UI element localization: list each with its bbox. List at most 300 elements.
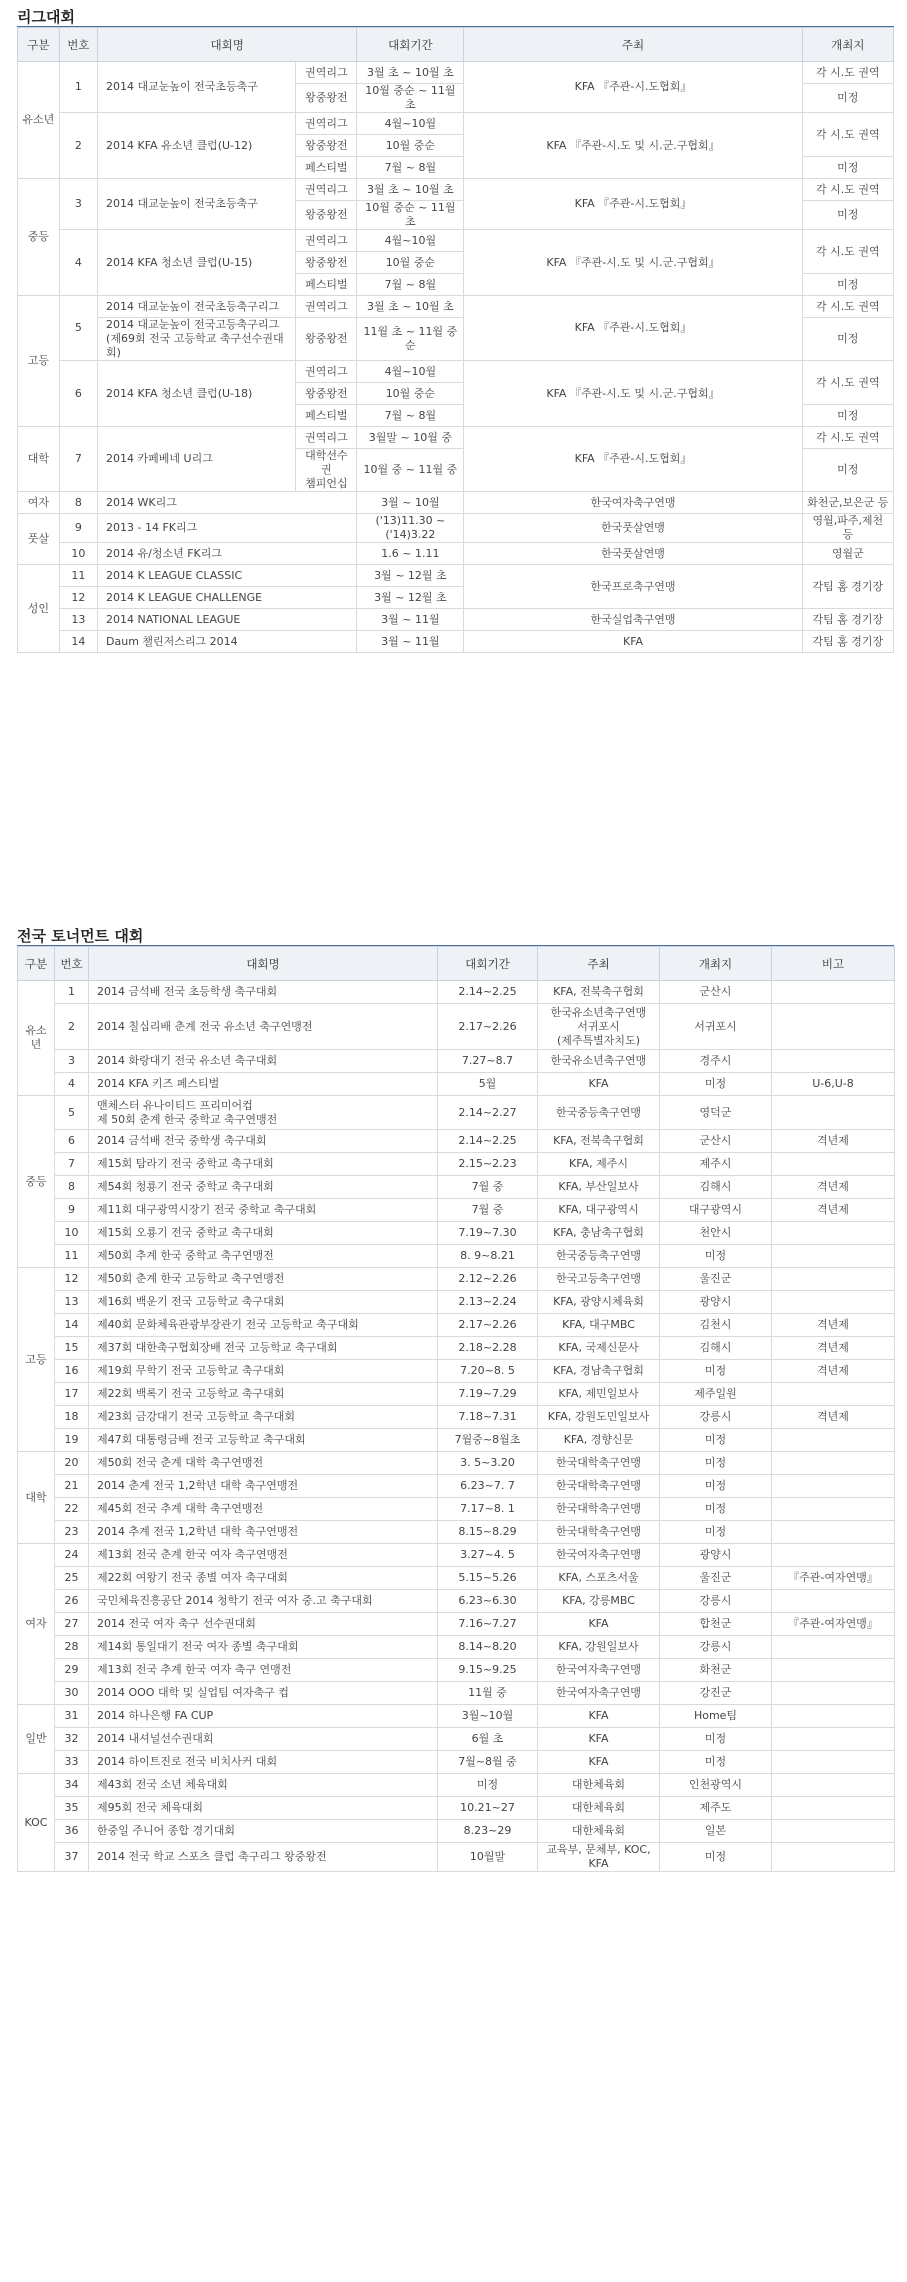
note-cell (772, 1153, 895, 1176)
venue-cell: 울진군 (660, 1268, 772, 1291)
period-cell: 3월 초 ~ 10월 초 (357, 296, 464, 318)
period-cell: 7월중~8월초 (438, 1429, 538, 1452)
table-row (18, 1268, 895, 1291)
host-cell: 한국유소년축구연맹 서귀포시 (제주특별자치도) (538, 1004, 660, 1050)
venue-cell: 각팀 홈 경기장 (802, 565, 893, 609)
period-cell: 5.15~5.26 (438, 1567, 538, 1590)
row-number: 7 (55, 1153, 89, 1176)
venue-cell: 영월,파주,제천 등 (802, 514, 893, 543)
tournament-header: 대회명 (89, 947, 438, 981)
note-cell (772, 1004, 895, 1050)
group-label: KOC (18, 1774, 55, 1872)
period-cell: 7.19~7.30 (438, 1222, 538, 1245)
tournament-header: 비고 (772, 947, 895, 981)
competition-name: 제13회 전국 춘계 한국 여자 축구연맹전 (89, 1544, 438, 1567)
stage-label: 권역리그 (296, 361, 357, 383)
competition-name: 2014 하이트진로 전국 비치사커 대회 (89, 1751, 438, 1774)
table-row (18, 1751, 895, 1774)
tournament-header: 구분 (18, 947, 55, 981)
venue-cell: 제주도 (660, 1797, 772, 1820)
venue-cell: 미정 (802, 157, 893, 179)
stage-label: 왕중왕전 (296, 201, 357, 230)
table-row (18, 1797, 895, 1820)
stage-label: 왕중왕전 (296, 318, 357, 361)
stage-label: 권역리그 (296, 62, 357, 84)
period-cell: 5월 (438, 1073, 538, 1096)
venue-cell: 미정 (802, 318, 893, 361)
period-cell: 6.23~6.30 (438, 1590, 538, 1613)
tournament-section-title: 전국 토너먼트 대회 (17, 927, 144, 945)
competition-name: 2014 칠십리배 춘계 전국 유소년 축구연맹전 (89, 1004, 438, 1050)
period-cell: 7월 ~ 8월 (357, 405, 464, 427)
venue-cell: 김천시 (660, 1314, 772, 1337)
venue-cell: 울진군 (660, 1567, 772, 1590)
note-cell (772, 1774, 895, 1797)
venue-cell: 미정 (660, 1475, 772, 1498)
period-cell: 3월 초 ~ 10월 초 (357, 179, 464, 201)
period-cell: 7월 ~ 8월 (357, 274, 464, 296)
table-row (18, 1843, 895, 1872)
period-cell: 3월 ~ 12월 초 (357, 587, 464, 609)
note-cell (772, 981, 895, 1004)
period-cell: 6월 초 (438, 1728, 538, 1751)
group-label: 대학 (18, 1452, 55, 1544)
row-number: 16 (55, 1360, 89, 1383)
group-label: 여자 (18, 1544, 55, 1705)
note-cell (772, 1659, 895, 1682)
venue-cell: 강진군 (660, 1682, 772, 1705)
period-cell: 미정 (438, 1774, 538, 1797)
host-cell: 한국프로축구연맹 (464, 565, 802, 609)
competition-name: 제19회 무학기 전국 고등학교 축구대회 (89, 1360, 438, 1383)
table-row (18, 981, 895, 1004)
row-number: 17 (55, 1383, 89, 1406)
league-header-venue: 개최지 (802, 28, 893, 62)
venue-cell: 영월군 (802, 543, 893, 565)
host-cell: 한국여자축구연맹 (464, 492, 802, 514)
row-number: 13 (59, 609, 97, 631)
competition-name: 제50회 춘계 한국 고등학교 축구연맹전 (89, 1268, 438, 1291)
host-cell: KFA, 광양시체육회 (538, 1291, 660, 1314)
note-cell (772, 1429, 895, 1452)
row-number: 15 (55, 1337, 89, 1360)
table-row (18, 1590, 895, 1613)
tournament-table (17, 946, 895, 1872)
note-cell: 격년제 (772, 1360, 895, 1383)
period-cell: 8.14~8.20 (438, 1636, 538, 1659)
host-cell: KFA 『주관-시.도 및 시.군.구협회』 (464, 113, 802, 179)
competition-name: 2014 KFA 청소년 클럽(U-18) (98, 361, 296, 427)
venue-cell: 미정 (660, 1245, 772, 1268)
group-label: 고등 (18, 1268, 55, 1452)
note-cell (772, 1521, 895, 1544)
stage-line: 대학선수권 (305, 449, 348, 476)
host-cell: 한국유소년축구연맹 (538, 1050, 660, 1073)
note-cell: 격년제 (772, 1337, 895, 1360)
row-number: 14 (59, 631, 97, 653)
table-row (18, 1130, 895, 1153)
venue-cell: 제주일원 (660, 1383, 772, 1406)
host-cell: KFA, 대구광역시 (538, 1199, 660, 1222)
period-cell: 2.14~2.25 (438, 1130, 538, 1153)
note-cell (772, 1268, 895, 1291)
tournament-header: 대회기간 (438, 947, 538, 981)
period-cell: 10월 중순 (357, 383, 464, 405)
row-number: 2 (59, 113, 97, 179)
host-cell: KFA 『주관-시.도협회』 (464, 296, 802, 361)
host-cell: KFA, 강릉MBC (538, 1590, 660, 1613)
note-cell: 『주관-여자연맹』 (772, 1567, 895, 1590)
period-cell: 7월 중 (438, 1176, 538, 1199)
stage-label-multiline (296, 449, 357, 492)
row-number: 12 (59, 587, 97, 609)
venue-cell: 미정 (802, 201, 893, 230)
competition-name-line: (제69회 전국 고등학교 축구선수권대회) (106, 332, 284, 359)
table-row (18, 1050, 895, 1073)
row-number: 30 (55, 1682, 89, 1705)
row-number: 26 (55, 1590, 89, 1613)
host-cell: KFA, 경향신문 (538, 1429, 660, 1452)
row-number: 11 (59, 565, 97, 587)
host-cell: KFA, 경남축구협회 (538, 1360, 660, 1383)
venue-cell: 강릉시 (660, 1590, 772, 1613)
host-cell: 한국대학축구연맹 (538, 1498, 660, 1521)
row-number: 1 (59, 62, 97, 113)
host-cell: 한국풋살연맹 (464, 514, 802, 543)
host-cell: KFA 『주관-시.도 및 시.군.구협회』 (464, 361, 802, 427)
host-cell: KFA 『주관-시.도 및 시.군.구협회』 (464, 230, 802, 296)
host-cell: KFA, 부산일보사 (538, 1176, 660, 1199)
host-cell: KFA (538, 1751, 660, 1774)
row-number: 31 (55, 1705, 89, 1728)
table-row (18, 1613, 895, 1636)
stage-label: 권역리그 (296, 230, 357, 252)
note-cell (772, 1383, 895, 1406)
host-cell: KFA, 전북축구협회 (538, 981, 660, 1004)
competition-name: 제14회 통일대기 전국 여자 종별 축구대회 (89, 1636, 438, 1659)
competition-name: 2014 하나은행 FA CUP (89, 1705, 438, 1728)
competition-name: 2014 화랑대기 전국 유소년 축구대회 (89, 1050, 438, 1073)
venue-cell: 각 시.도 권역 (802, 179, 893, 201)
note-cell (772, 1682, 895, 1705)
venue-cell: 각팀 홈 경기장 (802, 631, 893, 653)
period-cell: 2.17~2.26 (438, 1314, 538, 1337)
league-header-host: 주최 (464, 28, 802, 62)
row-number: 12 (55, 1268, 89, 1291)
competition-name: Daum 챌린저스리그 2014 (98, 631, 357, 653)
note-cell (772, 1728, 895, 1751)
venue-cell: 미정 (660, 1521, 772, 1544)
venue-cell: 강릉시 (660, 1636, 772, 1659)
host-cell: 대한체육회 (538, 1774, 660, 1797)
venue-cell: 각 시.도 권역 (802, 296, 893, 318)
venue-cell: 광양시 (660, 1291, 772, 1314)
row-number: 24 (55, 1544, 89, 1567)
competition-name: 2014 대교눈높이 전국초등축구리그 (98, 296, 296, 318)
competition-name: 제13회 전국 추계 한국 여자 축구 연맹전 (89, 1659, 438, 1682)
venue-cell: 미정 (660, 1843, 772, 1872)
venue-cell: 영덕군 (660, 1096, 772, 1130)
period-cell: 3월 ~ 11월 (357, 631, 464, 653)
group-label: 성인 (18, 565, 60, 653)
competition-name: 제45회 전국 추계 대학 축구연맹전 (89, 1498, 438, 1521)
period-cell: 4월~10월 (357, 113, 464, 135)
row-number: 4 (55, 1073, 89, 1096)
note-cell (772, 1291, 895, 1314)
venue-cell: 군산시 (660, 1130, 772, 1153)
table-row (18, 1498, 895, 1521)
row-number: 36 (55, 1820, 89, 1843)
venue-cell: 김해시 (660, 1337, 772, 1360)
competition-name: 2014 춘계 전국 1,2학년 대학 축구연맹전 (89, 1475, 438, 1498)
period-cell: 7.19~7.29 (438, 1383, 538, 1406)
table-row (18, 1659, 895, 1682)
table-row (18, 1222, 895, 1245)
period-cell: ('13)11.30 ~ ('14)3.22 (357, 514, 464, 543)
competition-name: 2014 WK리그 (98, 492, 357, 514)
competition-name: 2014 OOO 대학 및 실업팀 여자축구 컵 (89, 1682, 438, 1705)
row-number: 8 (55, 1176, 89, 1199)
period-cell: 3월 ~ 12월 초 (357, 565, 464, 587)
table-row (18, 1406, 895, 1429)
host-cell: 한국여자축구연맹 (538, 1544, 660, 1567)
competition-name: 제50회 전국 춘계 대학 축구연맹전 (89, 1452, 438, 1475)
competition-name-line: 2014 대교눈높이 전국고등축구리그 (106, 318, 280, 331)
venue-cell: 대구광역시 (660, 1199, 772, 1222)
competition-name: 2014 금석배 전국 초등학생 축구대회 (89, 981, 438, 1004)
period-cell: 7.27~8.7 (438, 1050, 538, 1073)
venue-cell: 미정 (802, 449, 893, 492)
table-row (18, 1682, 895, 1705)
table-row (18, 1360, 895, 1383)
host-cell: 한국여자축구연맹 (538, 1682, 660, 1705)
venue-cell: 제주시 (660, 1153, 772, 1176)
period-cell: 11월 초 ~ 11월 중순 (357, 318, 464, 361)
row-number: 22 (55, 1498, 89, 1521)
competition-name: 제15회 탐라기 전국 중학교 축구대회 (89, 1153, 438, 1176)
venue-cell: 각 시.도 권역 (802, 361, 893, 405)
note-cell (772, 1751, 895, 1774)
note-cell (772, 1475, 895, 1498)
group-label: 여자 (18, 492, 60, 514)
period-cell: 10.21~27 (438, 1797, 538, 1820)
venue-cell: 광양시 (660, 1544, 772, 1567)
period-cell: 2.17~2.26 (438, 1004, 538, 1050)
league-header-division: 구분 (18, 28, 60, 62)
host-cell: KFA (464, 631, 802, 653)
note-cell (772, 1843, 895, 1872)
period-cell: 2.15~2.23 (438, 1153, 538, 1176)
table-row (18, 1383, 895, 1406)
host-cell: KFA, 충남축구협회 (538, 1222, 660, 1245)
period-cell: 3월 초 ~ 10월 초 (357, 62, 464, 84)
table-row (18, 1096, 895, 1130)
host-cell: 한국실업축구연맹 (464, 609, 802, 631)
competition-name: 제50회 추계 한국 중학교 축구연맹전 (89, 1245, 438, 1268)
competition-name: 제54회 청룡기 전국 중학교 축구대회 (89, 1176, 438, 1199)
row-number: 32 (55, 1728, 89, 1751)
table-row (18, 1429, 895, 1452)
host-cell: KFA (538, 1728, 660, 1751)
period-cell: 7.16~7.27 (438, 1613, 538, 1636)
competition-name: 제43회 전국 소년 체육대회 (89, 1774, 438, 1797)
table-row (18, 1820, 895, 1843)
note-cell (772, 1820, 895, 1843)
host-cell: 한국대학축구연맹 (538, 1452, 660, 1475)
group-label: 유소년 (18, 981, 55, 1096)
period-cell: 6.23~7. 7 (438, 1475, 538, 1498)
row-number: 5 (55, 1096, 89, 1130)
table-row (18, 1245, 895, 1268)
venue-cell: 미정 (802, 274, 893, 296)
period-cell: 10월 중순 ~ 11월 초 (357, 84, 464, 113)
row-number: 10 (59, 543, 97, 565)
table-row (18, 1452, 895, 1475)
league-header-number: 번호 (59, 28, 97, 62)
venue-cell: 미정 (660, 1728, 772, 1751)
competition-name: 제47회 대통령금배 전국 고등학교 축구대회 (89, 1429, 438, 1452)
row-number: 27 (55, 1613, 89, 1636)
row-number: 2 (55, 1004, 89, 1050)
row-number: 3 (55, 1050, 89, 1073)
row-number: 1 (55, 981, 89, 1004)
period-cell: 3월 ~ 11월 (357, 609, 464, 631)
venue-cell: 각 시.도 권역 (802, 427, 893, 449)
note-cell (772, 1245, 895, 1268)
host-cell: KFA 『주관-시.도협회』 (464, 427, 802, 492)
group-label: 중등 (18, 1096, 55, 1268)
competition-name: 제16회 백운기 전국 고등학교 축구대회 (89, 1291, 438, 1314)
host-cell: KFA, 대구MBC (538, 1314, 660, 1337)
period-cell: 1.6 ~ 1.11 (357, 543, 464, 565)
host-cell: KFA (538, 1613, 660, 1636)
row-number: 13 (55, 1291, 89, 1314)
venue-cell: 각팀 홈 경기장 (802, 609, 893, 631)
competition-name: 2014 전국 학교 스포츠 클럽 축구리그 왕중왕전 (89, 1843, 438, 1872)
period-cell: 10월 중순 (357, 252, 464, 274)
row-number: 9 (55, 1199, 89, 1222)
period-cell: 7월 중 (438, 1199, 538, 1222)
league-table (17, 27, 894, 653)
host-cell: KFA (538, 1705, 660, 1728)
row-number: 19 (55, 1429, 89, 1452)
note-cell (772, 1544, 895, 1567)
period-cell: 2.18~2.28 (438, 1337, 538, 1360)
period-cell: 10월 중순 (357, 135, 464, 157)
host-cell: KFA 『주관-시.도협회』 (464, 62, 802, 113)
period-cell: 7.20~8. 5 (438, 1360, 538, 1383)
stage-label: 권역리그 (296, 296, 357, 318)
competition-name: 맨체스터 유나이티드 프리미어컵 제 50회 춘계 한국 중학교 축구연맹전 (89, 1096, 438, 1130)
host-cell: KFA, 스포츠서울 (538, 1567, 660, 1590)
note-cell: 격년제 (772, 1176, 895, 1199)
period-cell: 7월 ~ 8월 (357, 157, 464, 179)
competition-name: 제23회 금강대기 전국 고등학교 축구대회 (89, 1406, 438, 1429)
note-cell: 격년제 (772, 1314, 895, 1337)
note-cell (772, 1797, 895, 1820)
venue-cell: 미정 (660, 1452, 772, 1475)
stage-label: 권역리그 (296, 113, 357, 135)
tournament-header: 번호 (55, 947, 89, 981)
period-cell: 10월 중 ~ 11월 중 (357, 449, 464, 492)
table-row (18, 1291, 895, 1314)
venue-cell: 김해시 (660, 1176, 772, 1199)
row-number: 35 (55, 1797, 89, 1820)
competition-name: 제22회 여왕기 전국 종별 여자 축구대회 (89, 1567, 438, 1590)
tournament-header: 주최 (538, 947, 660, 981)
competition-name: 2014 KFA 유소년 클럽(U-12) (98, 113, 296, 179)
host-cell: 대한체육회 (538, 1820, 660, 1843)
host-cell: 대한체육회 (538, 1797, 660, 1820)
venue-cell: 미정 (660, 1360, 772, 1383)
stage-label: 왕중왕전 (296, 84, 357, 113)
period-cell: 4월~10월 (357, 361, 464, 383)
stage-label: 페스티벌 (296, 405, 357, 427)
table-row (18, 1774, 895, 1797)
table-row (18, 1567, 895, 1590)
table-row (18, 1176, 895, 1199)
note-cell: 격년제 (772, 1130, 895, 1153)
venue-cell: 각 시.도 권역 (802, 62, 893, 84)
venue-cell: 인천광역시 (660, 1774, 772, 1797)
row-number: 33 (55, 1751, 89, 1774)
period-cell: 2.13~2.24 (438, 1291, 538, 1314)
row-number: 9 (59, 514, 97, 543)
competition-name: 2014 대교눈높이 전국초등축구 (98, 62, 296, 113)
tournament-body (18, 981, 895, 1872)
competition-name: 제22회 백록기 전국 고등학교 축구대회 (89, 1383, 438, 1406)
note-cell: U-6,U-8 (772, 1073, 895, 1096)
row-number: 4 (59, 230, 97, 296)
row-number: 6 (59, 361, 97, 427)
row-number: 5 (59, 296, 97, 361)
period-cell: 9.15~9.25 (438, 1659, 538, 1682)
group-label: 중등 (18, 179, 60, 296)
competition-name: 제11회 대구광역시장기 전국 중학교 축구대회 (89, 1199, 438, 1222)
competition-name: 한중일 주니어 종합 경기대회 (89, 1820, 438, 1843)
row-number: 25 (55, 1567, 89, 1590)
period-cell: 7.18~7.31 (438, 1406, 538, 1429)
note-cell (772, 1050, 895, 1073)
venue-cell: 미정 (660, 1498, 772, 1521)
competition-name: 제37회 대한축구협회장배 전국 고등학교 축구대회 (89, 1337, 438, 1360)
venue-cell: 서귀포시 (660, 1004, 772, 1050)
venue-cell: 미정 (660, 1751, 772, 1774)
stage-label: 왕중왕전 (296, 252, 357, 274)
competition-name: 2014 금석배 전국 중학생 축구대회 (89, 1130, 438, 1153)
venue-cell: 미정 (660, 1429, 772, 1452)
competition-name: 2014 KFA 키즈 페스티벌 (89, 1073, 438, 1096)
period-cell: 8.15~8.29 (438, 1521, 538, 1544)
row-number: 37 (55, 1843, 89, 1872)
period-cell: 4월~10월 (357, 230, 464, 252)
venue-cell: 경주시 (660, 1050, 772, 1073)
venue-cell: 화천군 (660, 1659, 772, 1682)
stage-label: 페스티벌 (296, 157, 357, 179)
competition-name: 2014 유/청소년 FK리그 (98, 543, 357, 565)
period-cell: 7.17~8. 1 (438, 1498, 538, 1521)
note-cell: 『주관-여자연맹』 (772, 1613, 895, 1636)
venue-cell: 천안시 (660, 1222, 772, 1245)
period-cell: 3월 ~ 10월 (357, 492, 464, 514)
venue-cell: 각 시.도 권역 (802, 230, 893, 274)
host-cell: KFA, 강원도민일보사 (538, 1406, 660, 1429)
competition-name-multiline (98, 318, 296, 361)
host-cell: 한국대학축구연맹 (538, 1521, 660, 1544)
period-cell: 2.14~2.27 (438, 1096, 538, 1130)
table-row (18, 1521, 895, 1544)
table-row (18, 1073, 895, 1096)
